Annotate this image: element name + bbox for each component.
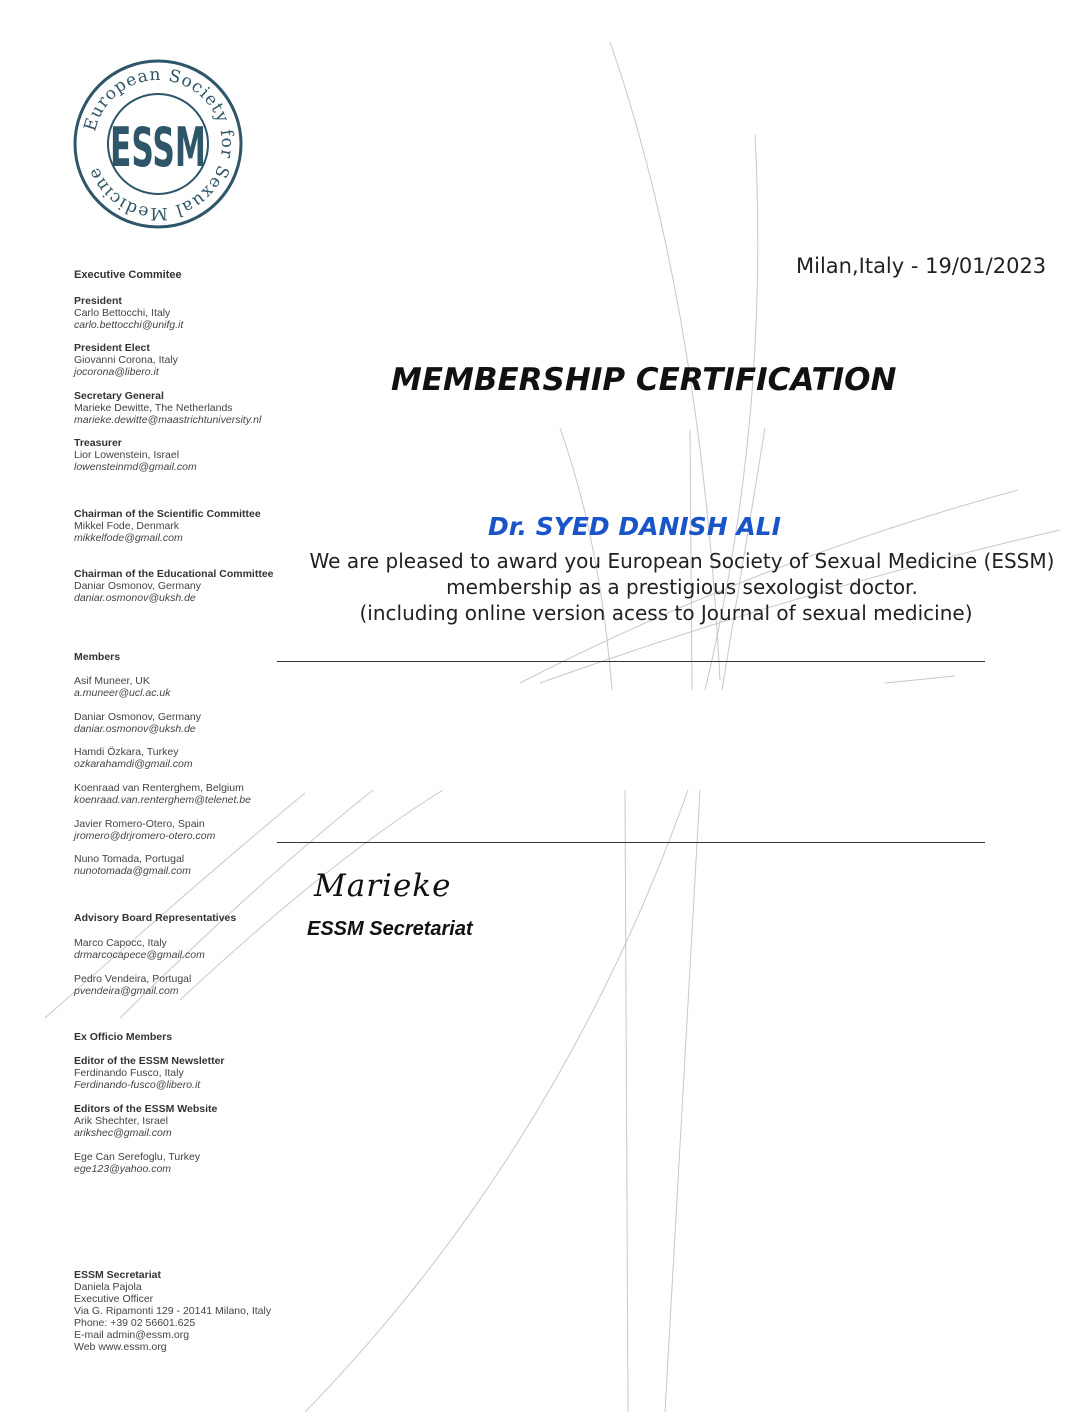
secretariat-line: Executive Officer	[74, 1293, 154, 1305]
logo-ring-text: European Society for Sexual Medicine	[80, 64, 238, 224]
member-email: nunotomada@gmail.com	[74, 865, 191, 877]
member-entry	[74, 746, 294, 770]
website-editor-block-2	[74, 1151, 294, 1175]
member-entry	[74, 711, 294, 735]
advisory-name: Marco Capocc, Italy	[74, 937, 167, 949]
member-email: a.muneer@ucl.ac.uk	[74, 687, 171, 699]
member-name: Javier Romero-Otero, Spain	[74, 818, 205, 830]
ex-officio-heading: Ex Officio Members	[74, 1031, 173, 1043]
secretariat-address-block	[74, 1269, 314, 1353]
divider-line-top	[277, 661, 985, 662]
website-editor-block	[74, 1103, 294, 1139]
scientific-chair-block	[74, 508, 294, 544]
secretariat-title: ESSM Secretariat	[74, 1269, 161, 1281]
secretariat-line: Web www.essm.org	[74, 1341, 167, 1353]
member-name: Hamdi Özkara, Turkey	[74, 746, 179, 758]
newsletter-editor-name: Ferdinando Fusco, Italy	[74, 1067, 184, 1079]
executive-committee-heading: Executive Commitee	[74, 269, 182, 281]
member-entry	[74, 818, 294, 842]
newsletter-editor-role: Editor of the ESSM Newsletter	[74, 1055, 225, 1067]
secretariat-line: Daniela Pajola	[74, 1281, 142, 1293]
recipient-name: Dr. SYED DANISH ALI	[488, 512, 781, 541]
educational-chair-role: Chairman of the Educational Committee	[74, 568, 274, 580]
member-entry	[74, 853, 294, 877]
body-line-2: membership as a prestigious sexologist doctor.	[446, 575, 918, 599]
certificate-title: MEMBERSHIP CERTIFICATION	[391, 362, 897, 398]
scientific-chair-email: mikkelfode@gmail.com	[74, 532, 183, 544]
advisory-entry	[74, 973, 294, 997]
president-block	[74, 295, 294, 331]
treasurer-email: lowensteinmd@gmail.com	[74, 461, 197, 473]
treasurer-role: Treasurer	[74, 437, 122, 449]
member-email: daniar.osmonov@uksh.de	[74, 723, 196, 735]
president-email: carlo.bettocchi@unifg.it	[74, 319, 184, 331]
advisory-name: Pedro Vendeira, Portugal	[74, 973, 192, 985]
member-entry	[74, 782, 294, 806]
president-role: President	[74, 295, 122, 307]
advisory-email: drmarcocapece@gmail.com	[74, 949, 205, 961]
member-entry	[74, 675, 294, 699]
newsletter-editor-email: Ferdinando-fusco@libero.it	[74, 1079, 201, 1091]
treasurer-name: Lior Lowenstein, Israel	[74, 449, 180, 461]
secretary-block	[74, 390, 304, 426]
advisory-email: pvendeira@gmail.com	[74, 985, 179, 997]
member-name: Koenraad van Renterghem, Belgium	[74, 782, 244, 794]
website-editor-role: Editors of the ESSM Website	[74, 1103, 218, 1115]
member-name: Daniar Osmonov, Germany	[74, 711, 202, 723]
website-editor-email: arikshec@gmail.com	[74, 1127, 172, 1139]
treasurer-block	[74, 437, 294, 473]
advisory-entry	[74, 937, 294, 961]
issue-date: Milan,Italy - 19/01/2023	[796, 254, 1047, 278]
signatory-organization: ESSM Secretariat	[307, 918, 473, 940]
president-elect-block	[74, 342, 294, 378]
member-email: koenraad.van.renterghem@telenet.be	[74, 794, 252, 806]
president-name: Carlo Bettocchi, Italy	[74, 307, 171, 319]
essm-logo	[72, 58, 244, 230]
member-email: jromero@drjromero-otero.com	[74, 830, 216, 842]
president-elect-name: Giovanni Corona, Italy	[74, 354, 178, 366]
logo-monogram: ESSM	[110, 116, 206, 179]
president-elect-role: President Elect	[74, 342, 150, 354]
secretariat-line: Phone: +39 02 56601.625	[74, 1317, 196, 1329]
website-editor-email: ege123@yahoo.com	[74, 1163, 172, 1175]
president-elect-email: jocorona@libero.it	[74, 366, 159, 378]
secretary-email: marieke.dewitte@maastrichtuniversity.nl	[74, 414, 262, 426]
divider-line-bottom	[277, 842, 985, 843]
member-name: Asif Muneer, UK	[74, 675, 150, 687]
secretary-role: Secretary General	[74, 390, 164, 402]
body-line-1: We are pleased to award you European Society of Sexual Medicine (ESSM)	[309, 549, 1055, 573]
advisory-board-heading: Advisory Board Representatives	[74, 912, 237, 924]
certificate-body	[290, 548, 1074, 626]
signature: Marieke	[314, 868, 452, 904]
body-line-3: (including online version acess to Journal of sexual medicine)	[359, 601, 973, 625]
website-editor-name: Arik Shechter, Israel	[74, 1115, 168, 1127]
member-email: ozkarahamdi@gmail.com	[74, 758, 193, 770]
website-editor-name: Ege Can Serefoglu, Turkey	[74, 1151, 201, 1163]
scientific-chair-name: Mikkel Fode, Denmark	[74, 520, 180, 532]
members-heading: Members	[74, 651, 121, 663]
secretariat-line: E-mail admin@essm.org	[74, 1329, 190, 1341]
member-name: Nuno Tomada, Portugal	[74, 853, 185, 865]
educational-chair-email: daniar.osmonov@uksh.de	[74, 592, 196, 604]
secretary-name: Marieke Dewitte, The Netherlands	[74, 402, 233, 414]
educational-chair-block	[74, 568, 294, 604]
educational-chair-name: Daniar Osmonov, Germany	[74, 580, 202, 592]
secretariat-line: Via G. Ripamonti 129 - 20141 Milano, Italy	[74, 1305, 272, 1317]
newsletter-editor-block	[74, 1055, 294, 1091]
scientific-chair-role: Chairman of the Scientific Committee	[74, 508, 261, 520]
